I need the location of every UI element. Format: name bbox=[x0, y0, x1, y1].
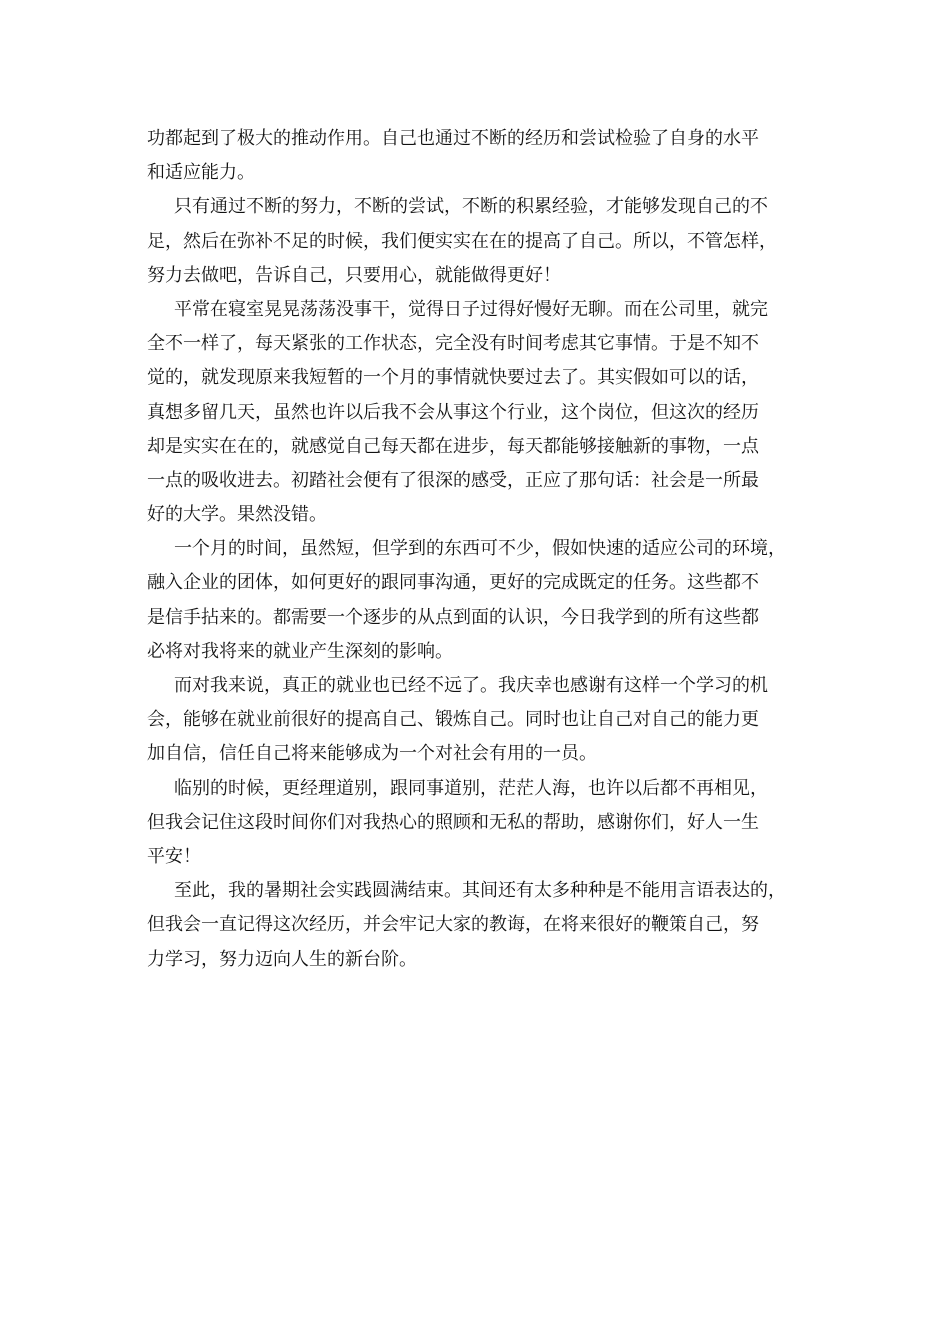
paragraph-first-line: 一个月的时间，虽然短，但学到的东西可不少，假如快速的适应公司的环境， bbox=[174, 538, 786, 560]
paragraph-line: 却是实实在在的，就感觉自己每天都在进步，每天都能够接触新的事物，一点 bbox=[147, 435, 759, 457]
paragraph-line: 真想多留几天，虽然也许以后我不会从事这个行业，这个岗位，但这次的经历 bbox=[147, 401, 759, 423]
paragraph-line: 力学习，努力迈向人生的新台阶。 bbox=[147, 948, 417, 970]
paragraph-line: 会，能够在就业前很好的提高自己、锻炼自己。同时也让自己对自己的能力更 bbox=[147, 709, 759, 731]
paragraph-first-line: 至此，我的暑期社会实践圆满结束。其间还有太多种种是不能用言语表达的， bbox=[174, 880, 786, 902]
paragraph-line: 足，然后在弥补不足的时候，我们便实实在在的提高了自己。所以，不管怎样， bbox=[147, 230, 777, 252]
paragraph-line: 觉的，就发现原来我短暂的一个月的事情就快要过去了。其实假如可以的话， bbox=[147, 367, 759, 389]
paragraph-first-line: 而对我来说，真正的就业也已经不远了。我庆幸也感谢有这样一个学习的机 bbox=[174, 675, 768, 696]
paragraph-line: 和适应能力。 bbox=[147, 162, 255, 184]
paragraph-first-line: 临别的时候，更经理道别，跟同事道别，茫茫人海，也许以后都不再相见， bbox=[174, 777, 768, 799]
paragraph-line: 必将对我将来的就业产生深刻的影响。 bbox=[147, 640, 453, 662]
paragraph-line: 融入企业的团体，如何更好的跟同事沟通，更好的完成既定的任务。这些都不 bbox=[147, 572, 759, 594]
paragraph-line: 功都起到了极大的推动作用。自己也通过不断的经历和尝试检验了自身的水平 bbox=[147, 128, 759, 149]
paragraph-first-line: 只有通过不断的努力，不断的尝试，不断的积累经验，才能够发现自己的不 bbox=[174, 196, 768, 218]
paragraph-line: 但我会记住这段时间你们对我热心的照顾和无私的帮助，感谢你们，好人一生 bbox=[147, 811, 759, 833]
paragraph-line: 但我会一直记得这次经历，并会牢记大家的教诲，在将来很好的鞭策自己，努 bbox=[147, 914, 759, 936]
document-body bbox=[147, 122, 815, 977]
paragraph-line: 一点的吸收进去。初踏社会便有了很深的感受，正应了那句话：社会是一所最 bbox=[147, 469, 759, 491]
paragraph-line: 是信手拈来的。都需要一个逐步的从点到面的认识，今日我学到的所有这些都 bbox=[147, 606, 759, 628]
paragraph-first-line: 平常在寝室晃晃荡荡没事干，觉得日子过得好慢好无聊。而在公司里，就完 bbox=[174, 298, 768, 320]
paragraph-line: 全不一样了，每天紧张的工作状态，完全没有时间考虑其它事情。于是不知不 bbox=[147, 333, 759, 355]
paragraph-line: 平安！ bbox=[147, 845, 201, 867]
paragraph-line: 加自信，信任自己将来能够成为一个对社会有用的一员。 bbox=[147, 743, 597, 765]
paragraph-line: 好的大学。果然没错。 bbox=[147, 504, 327, 526]
paragraph-line: 努力去做吧，告诉自己，只要用心，就能做得更好！ bbox=[147, 264, 561, 286]
